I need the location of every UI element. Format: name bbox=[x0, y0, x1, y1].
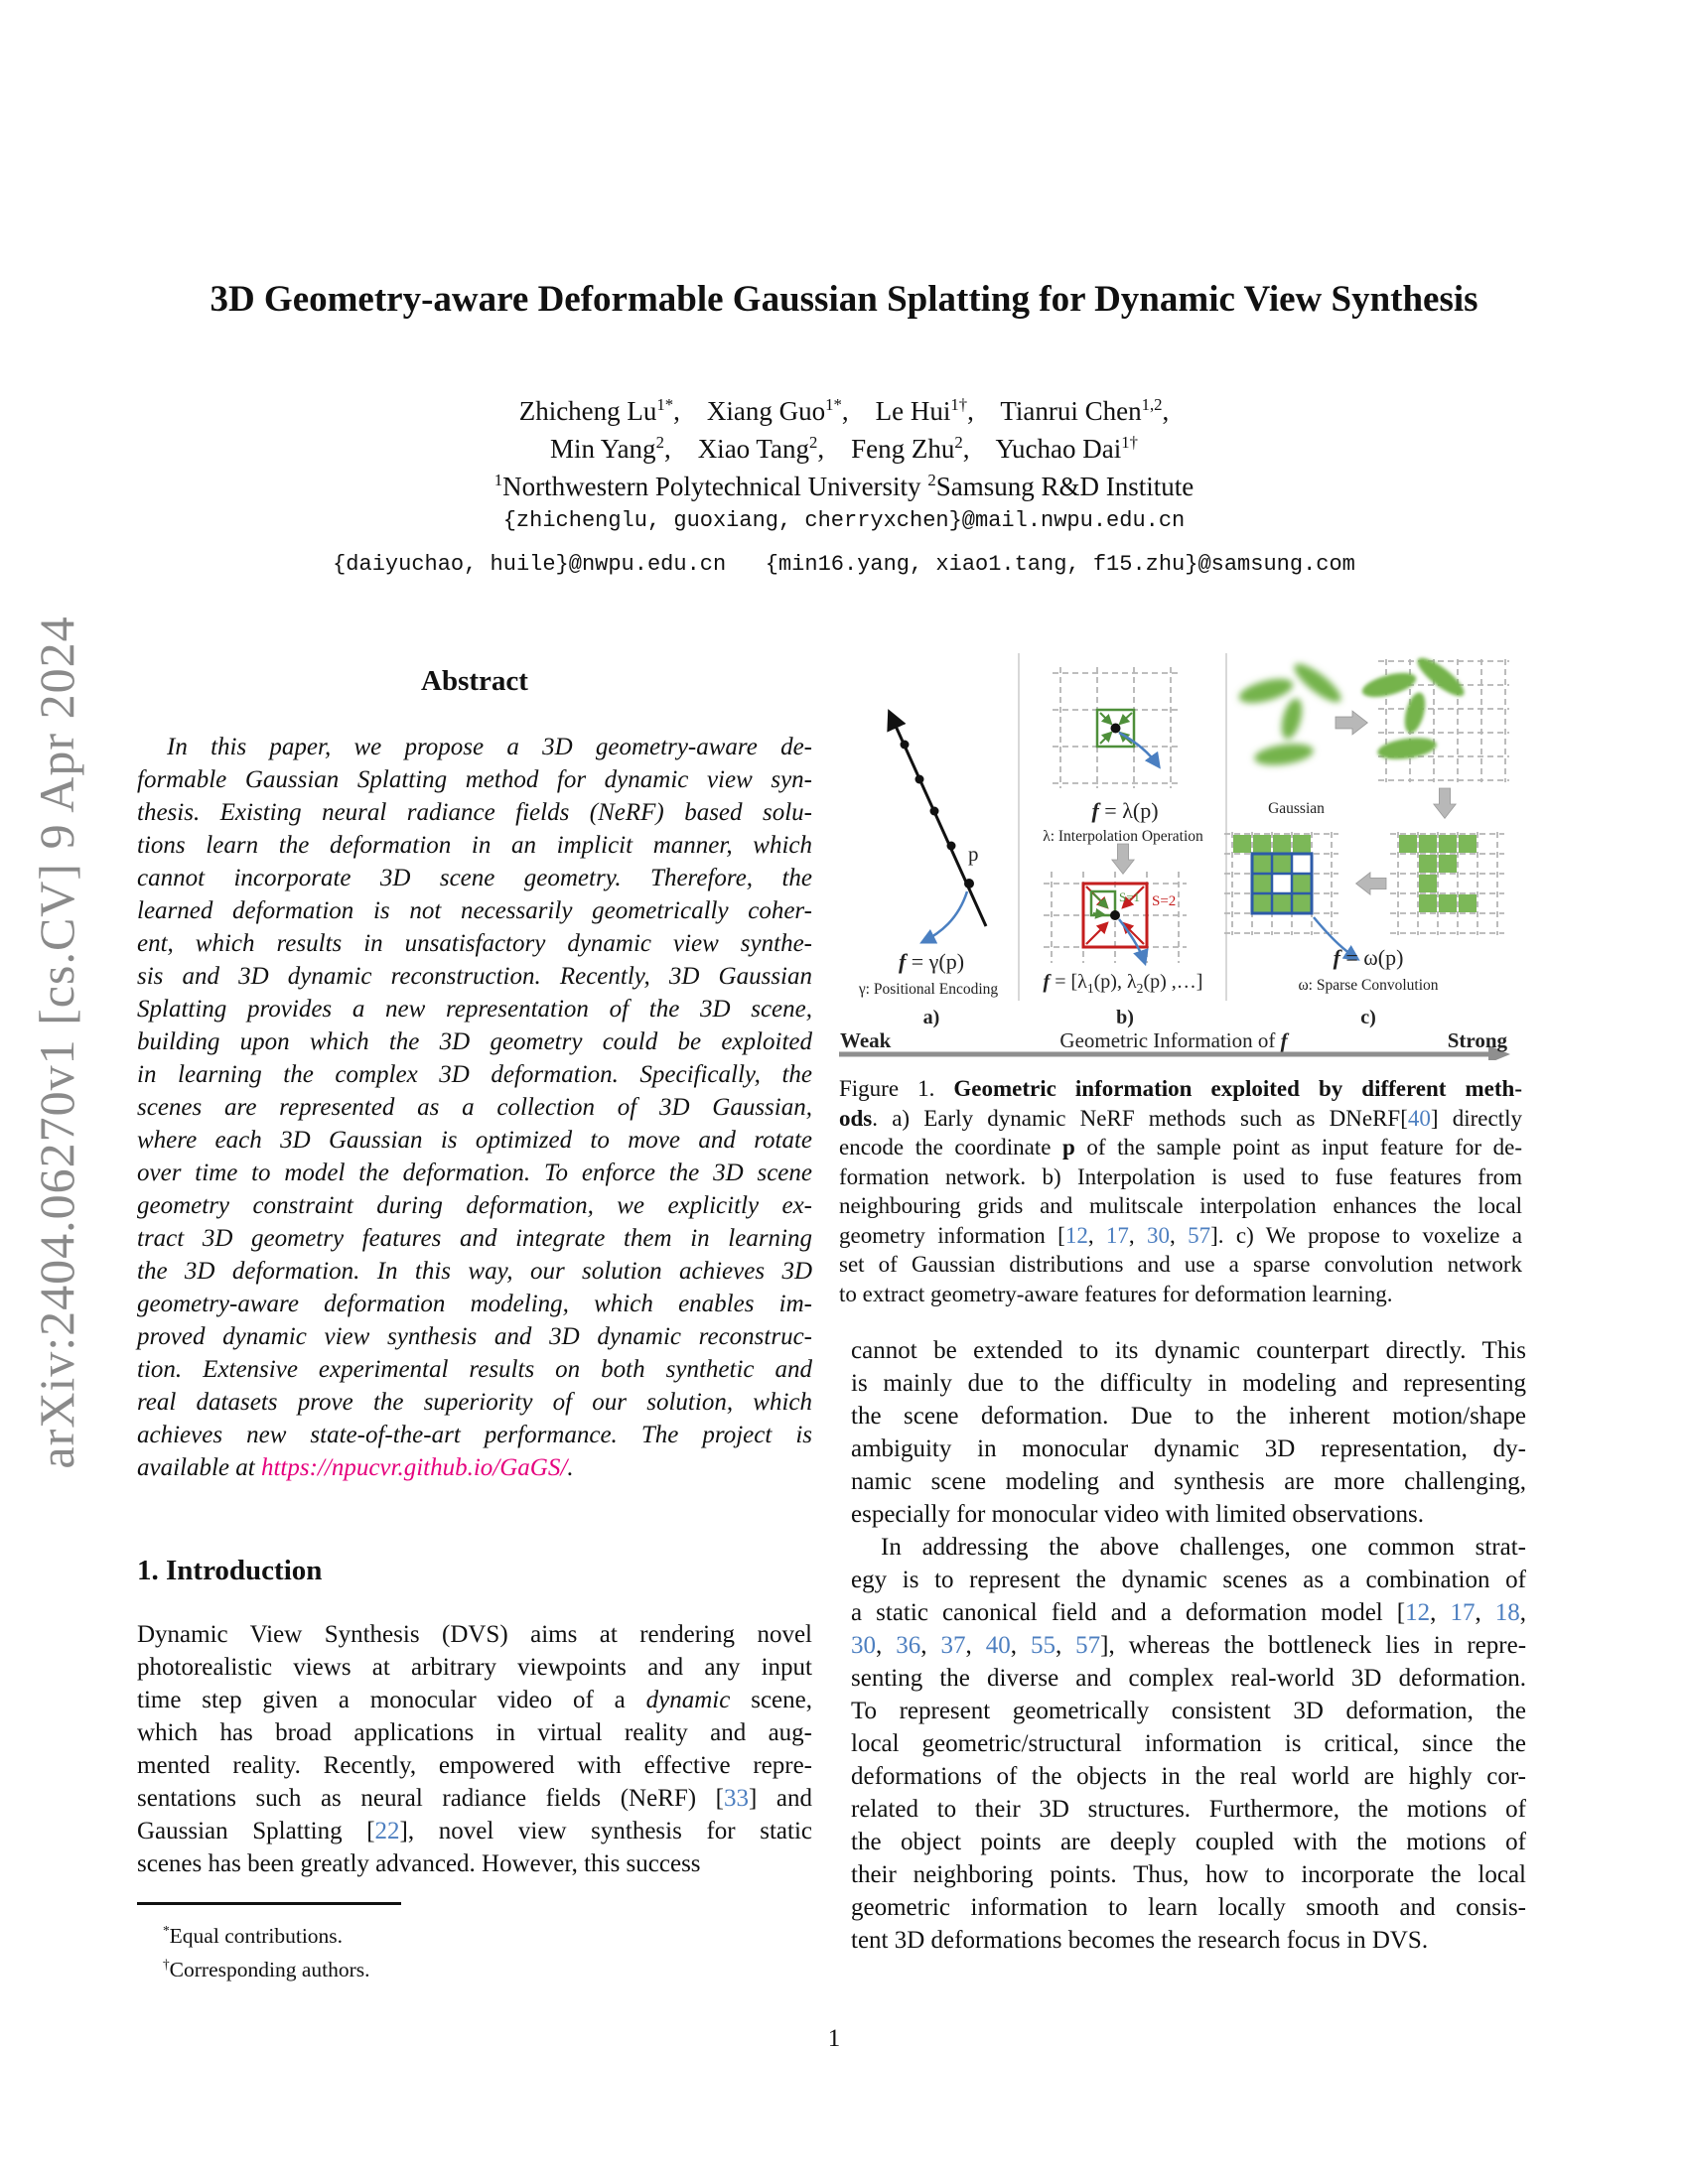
text-span: , bbox=[1430, 1599, 1451, 1626]
text-line: neighbouring grids and mulitscale interpolation enhances the local bbox=[839, 1193, 1522, 1218]
text-line: cannot be extended to its dynamic counterpart directly. This bbox=[851, 1337, 1526, 1364]
text-span: f bbox=[1333, 945, 1340, 970]
text-line bbox=[851, 1498, 1526, 1531]
introduction-heading: 1. Introduction bbox=[137, 1555, 323, 1586]
text-line: Dynamic View Synthesis (DVS) aims at rendering novel bbox=[137, 1621, 812, 1648]
authors-line-2 bbox=[0, 433, 1688, 465]
text-span: scene, bbox=[730, 1687, 812, 1713]
text-span: Geometric information exploited by different meth- bbox=[953, 1076, 1522, 1101]
text-span: , bbox=[1170, 1222, 1189, 1248]
text-line: formation network. b) Interpolation is used to fuse features from bbox=[839, 1163, 1522, 1189]
text-span: , bbox=[1475, 1599, 1495, 1626]
panel-c-tag: c) bbox=[1360, 1007, 1376, 1028]
text-line: in learning the complex 3D deformation. Specifically, the bbox=[137, 1061, 812, 1088]
panel-b-formula-top bbox=[1036, 798, 1214, 824]
text-span: 1,2 bbox=[1141, 395, 1163, 414]
text-span: Le Hui bbox=[875, 396, 951, 426]
paper-title: 3D Geometry-aware Deformable Gaussian Splatting for Dynamic View Synthesis bbox=[210, 279, 1478, 320]
text-line bbox=[851, 1629, 1526, 1662]
text-span: Samsung R&D Institute bbox=[935, 472, 1195, 501]
text-span: 2 bbox=[655, 433, 664, 452]
citation-link[interactable]: 37 bbox=[940, 1632, 966, 1659]
text-line bbox=[137, 1451, 812, 1484]
text-line: geometry-aware deformation modeling, which enables im- bbox=[137, 1291, 812, 1317]
arxiv-watermark: arXiv:2404.06270v1 [cs.CV] 9 Apr 2024 bbox=[29, 615, 84, 1469]
text-line bbox=[851, 1596, 1526, 1629]
text-line: the 3D deformation. In this way, our solution achieves 3D bbox=[137, 1258, 812, 1285]
citation-link[interactable]: 40 bbox=[985, 1632, 1011, 1659]
panel-c-legend: ω: Sparse Convolution bbox=[1298, 977, 1439, 994]
citation-link[interactable]: 33 bbox=[724, 1785, 749, 1812]
citation-link[interactable]: 12 bbox=[1405, 1599, 1431, 1626]
abstract-body bbox=[137, 731, 812, 1484]
figure1 bbox=[837, 643, 1510, 1060]
text-span: time step given a monocular video of a bbox=[137, 1687, 646, 1713]
text-span: 2 bbox=[927, 471, 936, 489]
text-line: related to their 3D structures. Furthermore, the motions of bbox=[851, 1796, 1526, 1823]
text-span: 1† bbox=[1121, 433, 1138, 452]
panel-b-legend: λ: Interpolation Operation bbox=[1043, 828, 1203, 845]
text-span: Feng Zhu bbox=[851, 434, 955, 464]
gaussian-label: Gaussian bbox=[1268, 800, 1325, 817]
citation-link[interactable]: 57 bbox=[1188, 1222, 1211, 1248]
text-span: Xiang Guo bbox=[706, 396, 826, 426]
text-span: (p) ,…] bbox=[1143, 971, 1203, 993]
text-line: sis and 3D dynamic reconstruction. Recently, 3D Gaussian bbox=[137, 963, 812, 990]
panel-b-formula-bottom bbox=[1016, 971, 1230, 997]
text-span: p bbox=[1061, 1135, 1075, 1160]
text-line bbox=[839, 1280, 1522, 1309]
text-span: (p), λ bbox=[1093, 971, 1137, 993]
text-line: their neighboring points. Thus, how to incorporate the local bbox=[851, 1861, 1526, 1888]
abstract-heading: Abstract bbox=[421, 665, 528, 697]
text-line: set of Gaussian distributions and use a sparse convolution network bbox=[839, 1252, 1522, 1277]
text-line bbox=[839, 1104, 1522, 1134]
text-span: ]. c) We propose to voxelize a bbox=[1210, 1222, 1523, 1248]
text-line: building upon which the 3D geometry could be exploited bbox=[137, 1028, 812, 1055]
text-span: , bbox=[841, 396, 876, 426]
text-span: dynamic bbox=[645, 1687, 731, 1713]
axis-weak-label: Weak bbox=[840, 1028, 892, 1052]
email-line-2: {daiyuchao, huile}@nwpu.edu.cn {min16.yang, xiao1.tang, f15.zhu}@samsung.com bbox=[333, 552, 1355, 577]
footnote-rule bbox=[137, 1902, 401, 1905]
text-span: ], whereas the bottleneck lies in repre- bbox=[1100, 1632, 1527, 1659]
page-number: 1 bbox=[827, 2025, 841, 2052]
citation-link[interactable]: 17 bbox=[1105, 1222, 1129, 1248]
text-line bbox=[137, 1684, 812, 1716]
text-line: To represent geometrically consistent 3D deformation, the bbox=[851, 1698, 1526, 1724]
text-line: deformations of the objects in the real world are highly cor- bbox=[851, 1763, 1526, 1790]
text-line: the object points are deeply coupled with the motions of bbox=[851, 1829, 1526, 1855]
citation-link[interactable]: 30 bbox=[1147, 1222, 1171, 1248]
affiliations bbox=[0, 471, 1688, 502]
authors-line-1 bbox=[0, 395, 1688, 427]
text-span: = γ(p) bbox=[906, 949, 965, 974]
text-span: especially for monocular video with limited observations. bbox=[851, 1501, 1424, 1528]
text-line: geometry constraint during deformation, we explicitly ex- bbox=[137, 1192, 812, 1219]
text-span: 1* bbox=[825, 395, 842, 414]
citation-link[interactable]: 12 bbox=[1064, 1222, 1088, 1248]
citation-link[interactable]: 55 bbox=[1030, 1632, 1055, 1659]
text-line bbox=[851, 1924, 1526, 1957]
text-span: = [λ bbox=[1050, 971, 1087, 993]
citation-link[interactable]: 18 bbox=[1494, 1599, 1520, 1626]
text-span: sentations such as neural radiance fields (NeRF) [ bbox=[137, 1785, 724, 1812]
text-line: ent, which results in unsatisfactory dynamic view synthe- bbox=[137, 930, 812, 957]
text-line: over time to model the deformation. To enforce the 3D scene bbox=[137, 1160, 812, 1186]
text-line: real datasets prove the superiority of our solution, which bbox=[137, 1389, 812, 1416]
panel-b-tag: b) bbox=[1116, 1007, 1134, 1028]
text-span: , bbox=[1055, 1632, 1076, 1659]
text-span: 2 bbox=[954, 433, 963, 452]
footnote-corresponding-authors bbox=[137, 1948, 812, 1986]
text-line: where each 3D Gaussian is optimized to move and rotate bbox=[137, 1127, 812, 1154]
text-line: photorealistic views at arbitrary viewpoints and any input bbox=[137, 1654, 812, 1681]
text-span: Northwestern Polytechnical University bbox=[502, 472, 928, 501]
text-span: Gaussian Splatting [ bbox=[137, 1818, 375, 1844]
axis-center-label bbox=[837, 1028, 1510, 1053]
text-span: Min Yang bbox=[550, 434, 656, 464]
text-span: , bbox=[1010, 1632, 1031, 1659]
text-line: the scene deformation. Due to the inherent motion/shape bbox=[851, 1403, 1526, 1430]
text-span: † bbox=[163, 1957, 170, 1972]
text-span: , bbox=[1519, 1599, 1526, 1626]
project-url-link[interactable]: https://npucvr.github.io/GaGS/ bbox=[260, 1454, 568, 1481]
text-span: geometry information [ bbox=[839, 1222, 1065, 1248]
text-span: Equal contributions. bbox=[169, 1924, 344, 1949]
text-line: which has broad applications in virtual reality and aug- bbox=[137, 1719, 812, 1746]
panel-c-formula bbox=[1289, 945, 1448, 971]
text-span: , bbox=[1162, 396, 1170, 426]
text-span: In addressing the above challenges, one common strat- bbox=[881, 1534, 1526, 1561]
text-line bbox=[137, 1815, 812, 1847]
email-line-1: {zhichenglu, guoxiang, cherryxchen}@mail.nwpu.edu.cn bbox=[502, 508, 1186, 533]
text-line: senting the diverse and complex real-world 3D deformation. bbox=[851, 1665, 1526, 1692]
text-span: Tianrui Chen bbox=[1000, 396, 1142, 426]
text-line bbox=[851, 1531, 1526, 1564]
text-line bbox=[137, 1782, 812, 1815]
text-span: to extract geometry-aware features for deformation learning. bbox=[839, 1281, 1393, 1306]
introduction-body bbox=[137, 1618, 812, 1880]
text-span: Xiao Tang bbox=[697, 434, 810, 464]
text-line: cannot incorporate 3D scene geometry. Therefore, the bbox=[137, 865, 812, 891]
text-line: local geometric/structural information is critical, since the bbox=[851, 1730, 1526, 1757]
text-span: f bbox=[1280, 1028, 1288, 1052]
citation-link[interactable]: 40 bbox=[1407, 1105, 1431, 1131]
text-span: scenes has been greatly advanced. However, this success bbox=[137, 1850, 701, 1877]
text-span: . a) Early dynamic NeRF methods such as DNeRF[ bbox=[872, 1105, 1408, 1131]
right-column-body bbox=[851, 1334, 1526, 1957]
text-line: scenes are represented as a collection of 3D Gaussian, bbox=[137, 1094, 812, 1121]
text-span: = λ(p) bbox=[1098, 798, 1159, 823]
citation-link[interactable]: 57 bbox=[1075, 1632, 1101, 1659]
text-span: Geometric Information of bbox=[1059, 1028, 1281, 1052]
text-span: , bbox=[1087, 1222, 1106, 1248]
text-line bbox=[839, 1221, 1522, 1251]
panel-a-formula bbox=[852, 949, 1011, 975]
panel-a-legend: γ: Positional Encoding bbox=[858, 981, 999, 998]
text-line: learned deformation is not necessarily geometrically coher- bbox=[137, 897, 812, 924]
axis-strong-label: Strong bbox=[1447, 1028, 1507, 1052]
text-span: * bbox=[163, 1923, 170, 1938]
text-span: = ω(p) bbox=[1339, 945, 1404, 970]
text-line: mented reality. Recently, empowered with effective repre- bbox=[137, 1752, 812, 1779]
scale-1-label: S=1 bbox=[1119, 889, 1141, 904]
text-span: , bbox=[663, 434, 698, 464]
text-line bbox=[137, 731, 812, 763]
panel-a-tag: a) bbox=[922, 1007, 940, 1028]
text-line: geometric information to learn locally smooth and consis- bbox=[851, 1894, 1526, 1921]
text-span: Corresponding authors. bbox=[169, 1958, 370, 1982]
text-span: 2 bbox=[809, 433, 818, 452]
text-line: Splatting provides a new representation of the 3D scene, bbox=[137, 996, 812, 1023]
text-line bbox=[839, 1133, 1522, 1162]
text-line: tion. Extensive experimental results on both synthetic and bbox=[137, 1356, 812, 1383]
text-span: 1 bbox=[1086, 981, 1094, 996]
text-line: is mainly due to the difficulty in modeling and representing bbox=[851, 1370, 1526, 1397]
text-line: namic scene modeling and synthesis are more challenging, bbox=[851, 1468, 1526, 1495]
citation-link[interactable]: 17 bbox=[1450, 1599, 1476, 1626]
text-span: encode the coordinate bbox=[839, 1135, 1062, 1160]
text-line bbox=[137, 1847, 812, 1880]
text-span: ods bbox=[839, 1105, 873, 1131]
text-span: , bbox=[920, 1632, 941, 1659]
text-span: a static canonical field and a deformation model [ bbox=[851, 1599, 1406, 1626]
text-span: f bbox=[1091, 798, 1099, 823]
text-span: , bbox=[965, 1632, 986, 1659]
text-span: ] directly bbox=[1430, 1105, 1522, 1131]
text-line: achieves new state-of-the-art performance. The project is bbox=[137, 1422, 812, 1448]
scale-2-label: S=2 bbox=[1152, 893, 1177, 909]
text-span: In this paper, we propose a 3D geometry-aware de- bbox=[167, 734, 812, 760]
text-line: proved dynamic view synthesis and 3D dynamic reconstruc- bbox=[137, 1323, 812, 1350]
text-span: 1* bbox=[656, 395, 674, 414]
text-line: tions learn the deformation in an implicit manner, which bbox=[137, 832, 812, 859]
text-line: tract 3D geometry features and integrate them in learning bbox=[137, 1225, 812, 1252]
text-span: , bbox=[962, 434, 996, 464]
citation-link[interactable]: 36 bbox=[896, 1632, 921, 1659]
text-span: , bbox=[1128, 1222, 1148, 1248]
text-line: formable Gaussian Splatting method for dynamic view syn- bbox=[137, 766, 812, 793]
text-span: Figure 1. bbox=[839, 1076, 954, 1101]
figure1-caption bbox=[839, 1074, 1522, 1308]
citation-link[interactable]: 30 bbox=[851, 1632, 876, 1659]
text-span: f bbox=[898, 949, 907, 974]
text-span: 2 bbox=[1136, 981, 1144, 996]
text-span: 1† bbox=[950, 395, 968, 414]
text-span: , bbox=[967, 396, 1001, 426]
text-span: of the sample point as input feature for de- bbox=[1074, 1135, 1522, 1160]
text-span: ] and bbox=[749, 1785, 812, 1812]
text-span: ], novel view synthesis for static bbox=[399, 1818, 812, 1844]
text-span: , bbox=[817, 434, 852, 464]
text-line: egy is to represent the dynamic scenes as a combination of bbox=[851, 1567, 1526, 1593]
text-span: available at bbox=[137, 1454, 261, 1481]
point-p-label: p bbox=[968, 842, 979, 866]
text-span: , bbox=[876, 1632, 897, 1659]
text-span: , bbox=[673, 396, 707, 426]
text-line: ambiguity in monocular dynamic 3D representation, dy- bbox=[851, 1435, 1526, 1462]
text-line: thesis. Existing neural radiance fields (NeRF) based solu- bbox=[137, 799, 812, 826]
text-span: f bbox=[1043, 971, 1051, 993]
text-span: Yuchao Dai bbox=[995, 434, 1122, 464]
citation-link[interactable]: 22 bbox=[374, 1818, 400, 1844]
text-span: Zhicheng Lu bbox=[518, 396, 657, 426]
text-span: . bbox=[567, 1454, 574, 1481]
text-span: tent 3D deformations becomes the research focus in DVS. bbox=[851, 1927, 1429, 1954]
text-span: 1 bbox=[493, 471, 503, 489]
text-line bbox=[839, 1074, 1522, 1104]
